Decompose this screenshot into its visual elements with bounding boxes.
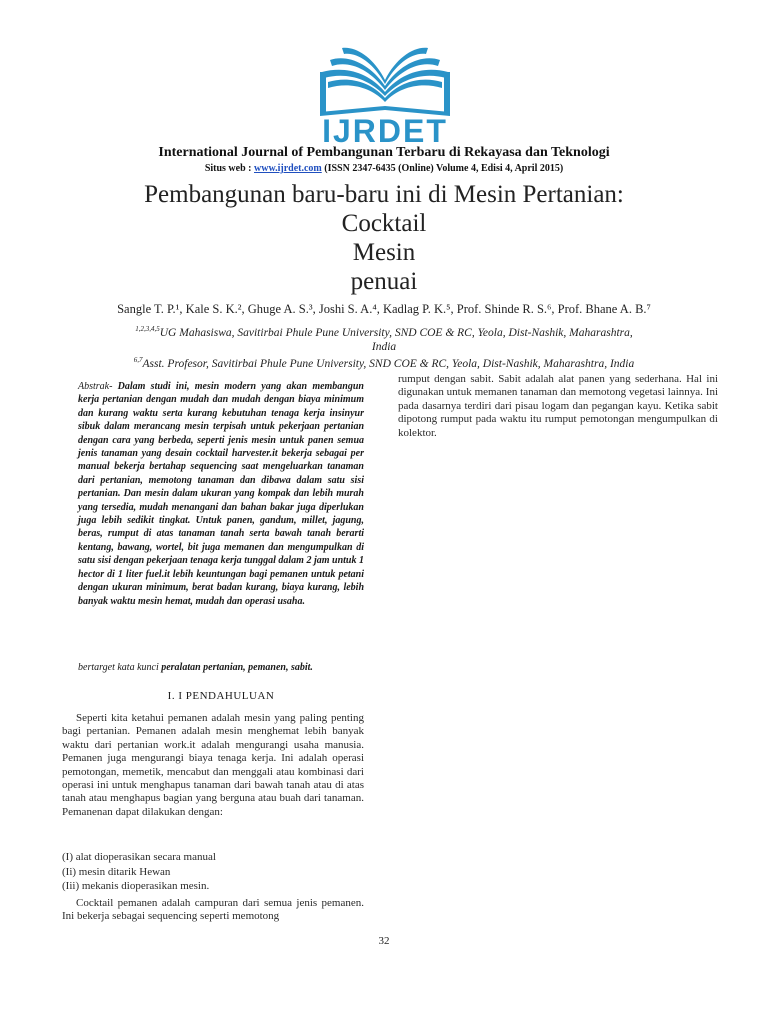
logo-wordmark: IJRDET (322, 113, 448, 148)
affiliation-1-sup: 1,2,3,4,5 (135, 325, 160, 333)
abstract-lead: Abstrak- (78, 381, 118, 392)
list-item: (Ii) mesin ditarik Hewan (62, 865, 171, 878)
keywords (78, 662, 368, 673)
affiliation-2-text: Asst. Profesor, Savitirbai Phule Pune University, SND COE & RC, Yeola, Dist-Nashik, Maharashtra, India (142, 357, 635, 370)
page-number: 32 (378, 935, 390, 947)
list-item: (Iii) mekanis dioperasikan mesin. (62, 880, 210, 892)
abstract-text: Dalam studi ini, mesin modern yang akan membangun kerja pertanian dengan mudah dan mudah dengan biaya minimum dan kurang waktu serta kurang kebutuhan tenaga kerja insinyur sibuk dalam merancang mesin terpisah untuk pekerjaan pertanian dengan cara yang berbeda, seperti jenis mesin untuk panen semua jenis tanaman yang desain cocktail harvester.it bekerja sebagai per manual bekerja bertahap sequencing saat mengeluarkan tanaman dari pertanian, memotong tanaman dan dibawa dalam satu sisi pertanian. Dan mesin dalam ukuran yang kompak dan lebih murah yang tersedia, mudah menangani dan bahan bakar juga diperlukan juga lebih sedikit tingkat. Untuk panen, gandum, millet, jagung, beras, rumput di atas tanaman tanah serta bawah tanah berarti kentang, bawang, wortel, bit juga memanen dan mengumpulkan di satu sisi dengan pekerjaan tenaga kerja tunggal dalam 2 jam untuk 1 hector di 1 liter fuel.it lebih keuntungan bagi pemanen untuk petani dengan ukuran minimum, berat badan kurang, biaya kurang, lebih banyak waktu mesin hemat, mudah dan operasi usaha. (78, 381, 364, 607)
affiliation-1 (0, 322, 768, 354)
title-line: penuai (350, 268, 418, 295)
affiliation-2-sup: 6,7 (133, 356, 143, 364)
title-line: Cocktail (341, 210, 427, 237)
affiliation-1-line2: India (371, 340, 397, 353)
abstract (78, 380, 364, 608)
list-item: (I) alat dioperasikan secara manual (62, 851, 216, 863)
keywords-text: peralatan pertanian, pemanen, sabit. (161, 662, 313, 673)
journal-title: International Journal of Pembangunan Terbaru di Rekayasa dan Teknologi (158, 145, 610, 160)
site-label: Situs web : (204, 163, 254, 174)
journal-site-line (0, 163, 768, 174)
section-heading: I. I PENDAHULUAN (167, 690, 275, 702)
ijrdet-logo (290, 36, 480, 148)
author-list: Sangle T. P.¹, Kale S. K.², Ghuge A. S.³, Joshi S. A.⁴, Kadlag P. K.⁵, Prof. Shinde R. S.⁶, Prof. Bhane A. B.⁷ (117, 302, 651, 316)
affiliation-1-line1: UG Mahasiswa, Savitirbai Phule Pune University, SND COE & RC, Yeola, Dist-Nashik, Maharashtra, (159, 326, 633, 339)
right-column-paragraph: rumput dengan sabit. Sabit adalah alat panen yang sederhana. Hal ini digunakan untuk memanen tanaman dan memotong vegetasi lainnya. Ini pada dasarnya terdiri dari pisau logam dan pegangan kayu. Ketika sabit dipotong rumput pada waktu itu rumput pemotongan mengumpulkan di kolektor. (398, 373, 718, 439)
site-link[interactable]: www.ijrdet.com (254, 163, 322, 174)
intro-paragraph: Seperti kita ketahui pemanen adalah mesin yang paling penting bagi pertanian. Pemanen adalah mesin menghemat lebih banyak waktu dari pertanian work.it adalah mengurangi usaha manusia. Pemanen juga mengurangi biaya tenaga kerja. Ini adalah operasi pemotongan, memetik, mencabut dan menggali atau kombinasi dari operasi ini untuk menghapus tanaman dari bawah tanah atau di atas tanah atau menghapus bagian yang berguna atau buah dari tanaman. Pemanenan dapat dilakukan dengan: (62, 712, 364, 818)
keywords-label: bertarget kata kunci (78, 662, 162, 673)
title-line: Pembangunan baru-baru ini di Mesin Pertanian: (144, 181, 624, 208)
cocktail-paragraph: Cocktail pemanen adalah campuran dari semua jenis pemanen. Ini bekerja sebagai sequencing seperti memotong (62, 897, 364, 923)
paper-title (0, 180, 768, 296)
issn-info: (ISSN 2347-6435 (Online) Volume 4, Edisi 4, April 2015) (321, 163, 564, 174)
affiliation-2 (0, 356, 768, 370)
method-list (62, 850, 364, 894)
title-line: Mesin (352, 239, 416, 266)
